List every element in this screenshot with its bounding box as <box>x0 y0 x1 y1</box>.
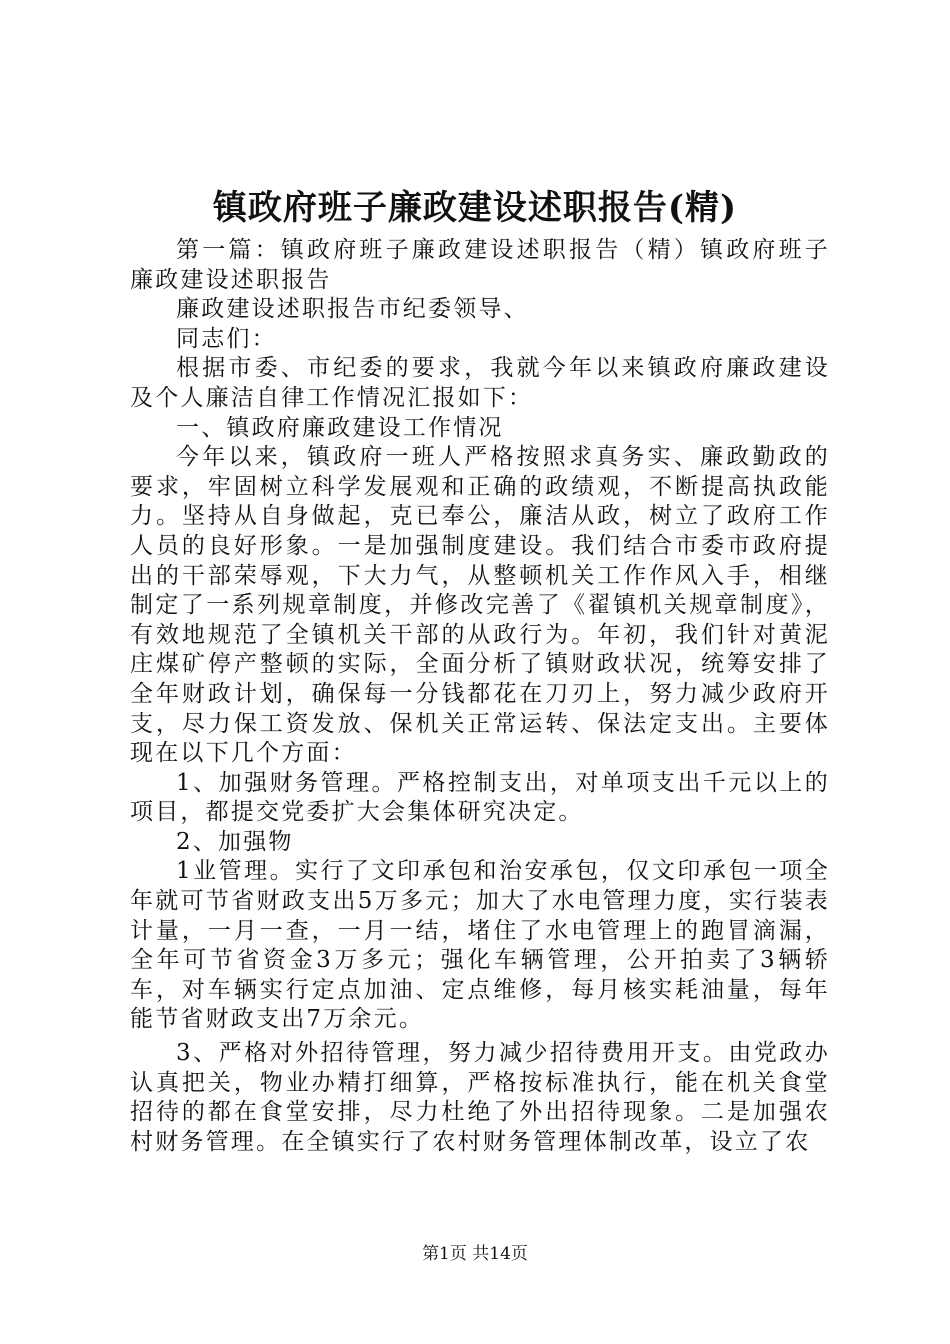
paragraph: 今年以来，镇政府一班人严格按照求真务实、廉政勤政的要求，牢固树立科学发展观和正确的政绩观，不断提高执政能力。坚持从自身做起，克已奉公，廉洁从政，树立了政府工作人员的良好形象。一是加强制度建设。我们结合市委市政府提出的干部荣辱观，下大力气，从整顿机关工作作风入手，相继制定了一系列规章制度，并修改完善了《翟镇机关规章制度》，有效地规范了全镇机关干部的从政行为。年初，我们针对黄泥庄煤矿停产整顿的实际，全面分析了镇财政状况，统筹安排了全年财政计划，确保每一分钱都花在刀刃上，努力减少政府开支，尽力保工资发放、保机关正常运转、保法定支出。主要体现在以下几个方面： <box>130 444 830 767</box>
document-title: 镇政府班子廉政建设述职报告(精) <box>212 188 738 228</box>
paragraph: 同志们： <box>176 325 277 352</box>
paragraph: 根据市委、市纪委的要求，我就今年以来镇政府廉政建设及个人廉洁自律工作情况汇报如下： <box>130 355 830 411</box>
paragraph: 廉政建设述职报告市纪委领导、 <box>176 296 529 323</box>
list-item: 1、加强财务管理。严格控制支出，对单项支出千元以上的项目，都提交党委扩大会集体研究决定。 <box>130 769 830 826</box>
paragraph: 第一篇：镇政府班子廉政建设述职报告（精）镇政府班子廉政建设述职报告 <box>130 237 830 293</box>
document-body <box>130 236 830 1157</box>
list-item: 3、严格对外招待管理，努力减少招待费用开支。由党政办认真把关，物业办精打细算，严格按标准执行，能在机关食堂招待的都在食堂安排，尽力杜绝了外出招待现象。二是加强农村财务管理。在全镇实行了农村财务管理体制改革，设立了农 <box>130 1040 830 1155</box>
list-item: 2、加强物 <box>176 828 294 855</box>
page-number-footer: 第1页 共14页 <box>422 1244 528 1264</box>
section-heading: 一、镇政府廉政建设工作情况 <box>176 414 504 441</box>
paragraph: 1业管理。实行了文印承包和治安承包，仅文印承包一项全年就可节省财政支出5万多元；加大了水电管理力度，实行装表计量，一月一查，一月一结，堵住了水电管理上的跑冒滴漏，全年可节省资金3万多元；强化车辆管理，公开拍卖了3辆轿车，对车辆实行定点加油、定点维修，每月核实耗油量，每年能节省财政支出7万余元。 <box>130 858 830 1033</box>
